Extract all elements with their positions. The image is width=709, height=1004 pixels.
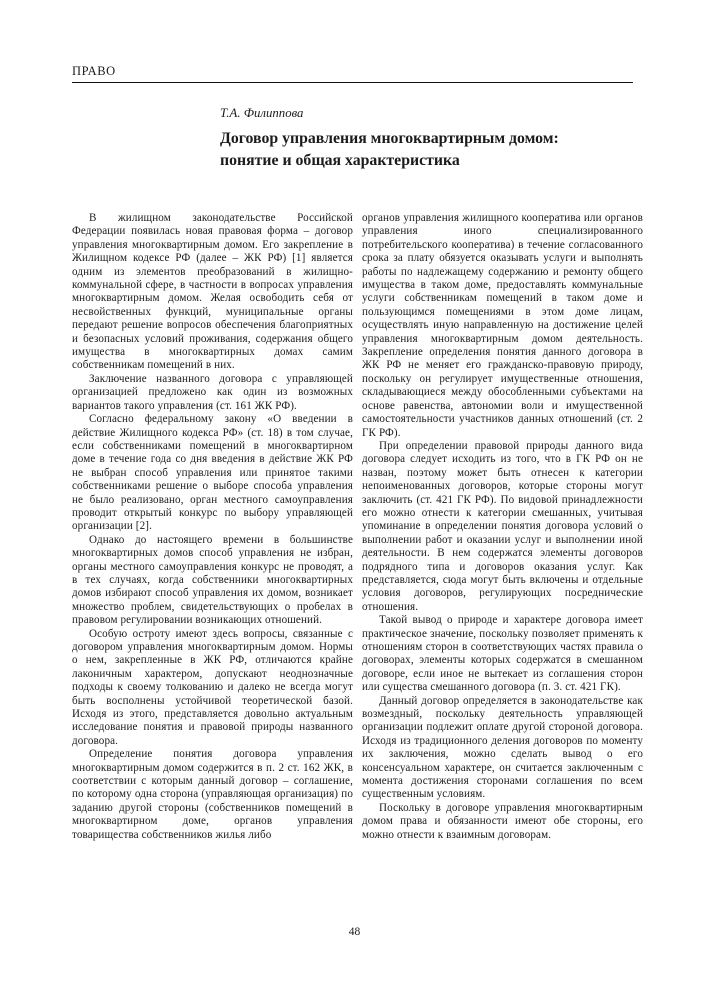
section-label: ПРАВО [72,64,116,78]
paragraph: органов управления жилищного кооператива или органов управления иного специализированного потребительского кооператива) в течение согласованного срока за плату обязуется оказывать услуги и выполнять работы по надлежащему содержанию и ремонту общего имущества в таком доме, предоставлять коммунальные услуги собственникам помещений в таком доме и пользующимся помещениями в этом доме лицам, осуществлять иную направленную на достижение целей управления многоквартирным домом деятельность. Закрепление определения понятия данного договора в ЖК РФ не меняет его гражданско-правовую природу, поскольку он регулирует имущественные отношения, складывающиеся между обособленными субъектами на основе равенства, автономии воли и имущественной самостоятельности участников данных отношений (ст. 2 ГК РФ). [362,212,643,439]
paragraph: Данный договор определяется в законодательстве как возмездный, поскольку деятельность управляющей организации подлежит оплате другой стороной договора. Исходя из традиционного деления договоров по моменту их заключения, можно сделать вывод о его консенсуальном характере, он считается заключенным с момента достижения сторонами соглашения по всем существенным условиям. [362,694,643,801]
right-column [362,212,643,842]
paragraph: В жилищном законодательстве Российской Федерации появилась новая правовая форма – договор управления многоквартирным домом. Его закрепление в Жилищном кодексе РФ (далее – ЖК РФ) [1] является одним из элементов преобразований в жилищно-коммунальной сфере, в частности в вопросах управления многоквартирным домом. Желая освободить себя от несвойственных функций, муниципальные органы передают решение вопросов обеспечения благоприятных и безопасных условий проживания, содержания общего имущества в многоквартирных домах самим собственникам помещений в них. [72,212,353,372]
title-block [220,106,640,171]
author-byline: Т.А. Филиппова [220,106,304,120]
article-title-line1: Договор управления многоквартирным домом: [220,130,559,147]
paragraph: При определении правовой природы данного вида договора следует исходить из того, что в ГК РФ он не назван, поэтому может быть отнесен к категории непоименованных договоров, которые стороны могут заключить (ст. 421 ГК РФ). По видовой принадлежности его можно отнести к категории смешанных, учитывая упоминание в определении понятия договора условий о выполнении работ и оказании услуг и выполнении иной деятельности. В нем содержатся элементы договоров подрядного типа и договоров оказания услуг. Как представляется, сюда могут быть включены и отдельные условия договоров, регулирующих посреднические отношения. [362,439,643,613]
paragraph: Особую остроту имеют здесь вопросы, связанные с договором управления многоквартирным домом. Нормы о нем, закрепленные в ЖК РФ, отличаются крайне лаконичным характером, допускают неоднозначные подходы к своему толкованию и далеко не всегда могут быть восполнены устойчивой теоретической базой. Исходя из этого, представляется довольно актуальным исследование понятия и правовой природы названного договора. [72,627,353,747]
header-divider [72,82,633,83]
left-column [72,212,353,842]
article-body [72,212,643,842]
paragraph: Определение понятия договора управления многоквартирным домом содержится в п. 2 ст. 162 ЖК, в соответствии с которым данный договор – соглашение, по которому одна сторона (управляющая организация) по заданию другой стороны (собственников помещений в многоквартирном доме, органов управления товарищества собственников жилья либо [72,748,353,841]
article-title-line2: понятие и общая характеристика [220,151,460,169]
page-number: 48 [348,926,361,938]
paragraph: Такой вывод о природе и характере договора имеет практическое значение, поскольку позволяет применять к отношениям сторон в соответствующих частях правила о договорах, элементы которых содержатся в смешанном договоре, если иное не вытекает из соглашения сторон или существа смешанного договора (п. 3. ст. 421 ГК). [362,614,643,694]
paragraph: Поскольку в договоре управления многоквартирным домом права и обязанности имеют обе стороны, его можно отнести к взаимным договорам. [362,801,643,841]
running-head [72,64,633,79]
paragraph: Заключение названного договора с управляющей организацией предложено как один из возможных вариантов такого управления (ст. 161 ЖК РФ). [72,372,353,412]
article-title [220,128,640,171]
paragraph: Согласно федеральному закону «О введении в действие Жилищного кодекса РФ» (ст. 18) в том случае, если собственниками помещений в многоквартирном доме в течение года со дня введения в действие ЖК РФ не выбран способ управления или принятое такими собственниками решение о выборе способа управления не было реализовано, орган местного самоуправления проводит открытый конкурс по выбору управляющей организации [2]. [72,413,353,533]
paragraph: Однако до настоящего времени в большинстве многоквартирных домов способ управления не избран, органы местного самоуправления конкурс не проводят, а в тех случаях, когда собственники многоквартирных домов избирают способ управления их домом, возникает множество проблем, свидетельствующих о пробелах в правовом регулировании возникающих отношений. [72,533,353,627]
